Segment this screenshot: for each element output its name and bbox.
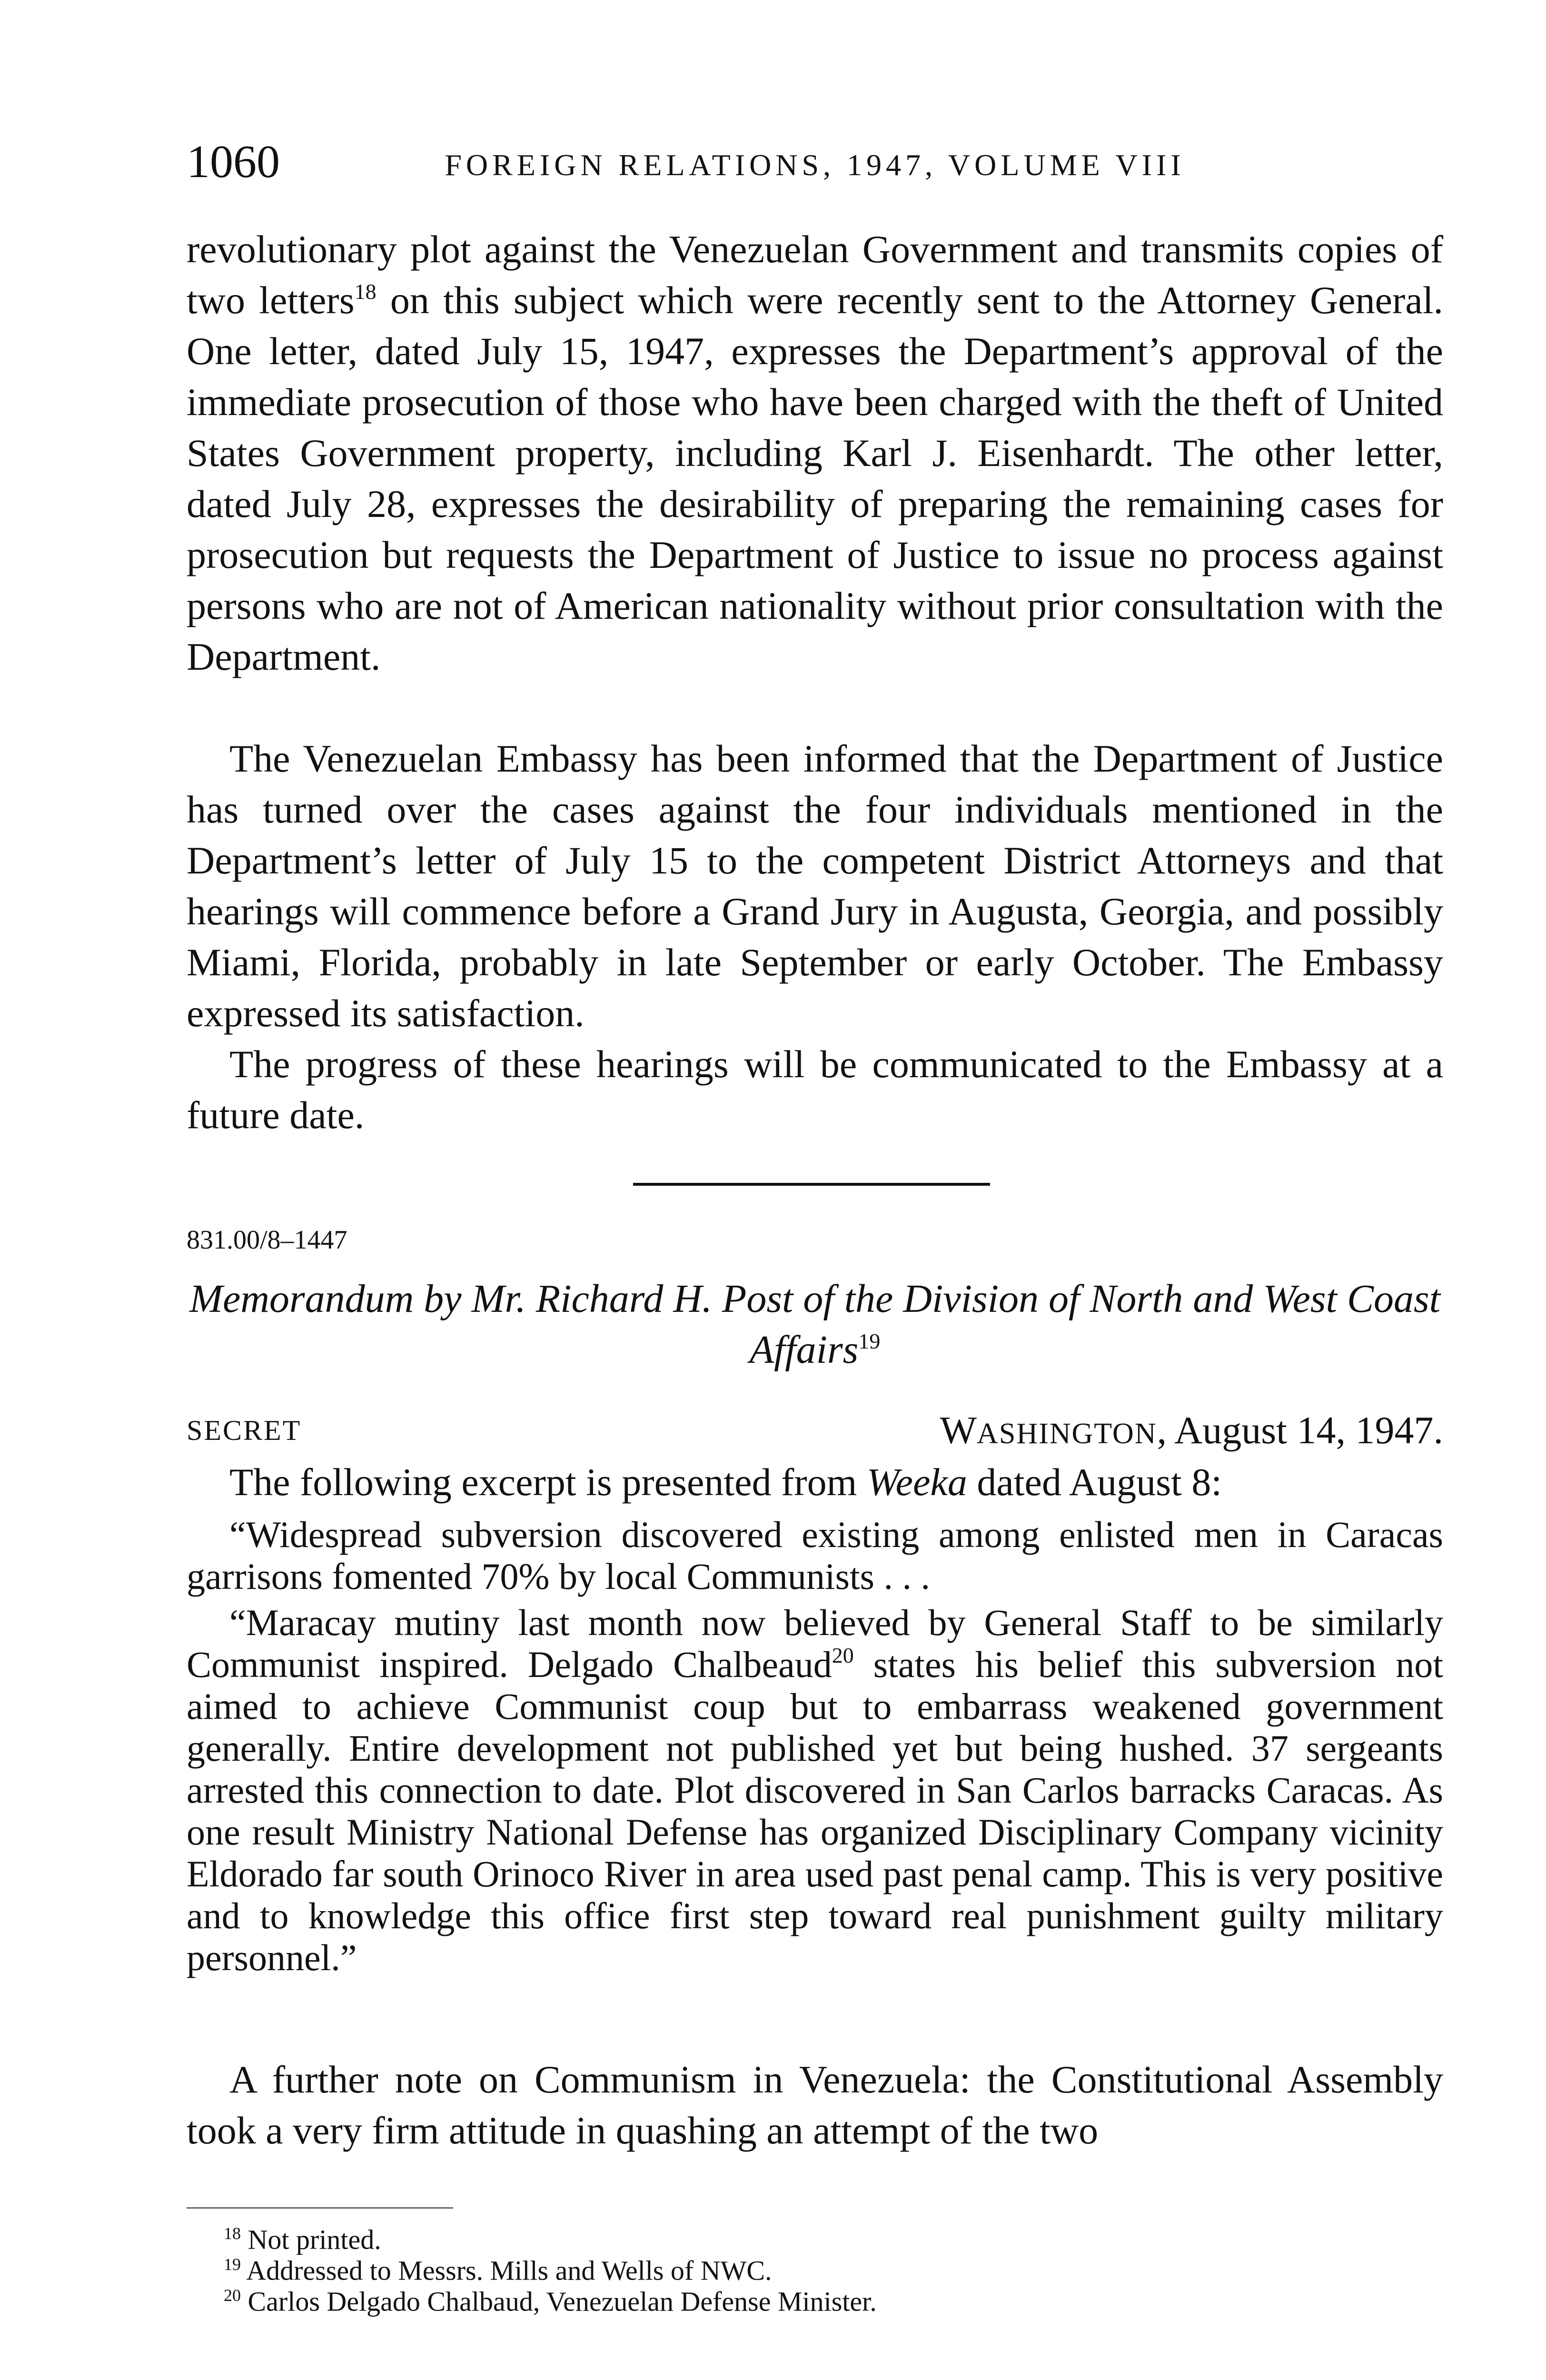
footnote-number: 20 [224,2286,241,2305]
paragraph-text: revolutionary plot against the Venezuelan Government and transmits copies of two letters [187,228,1443,322]
quote-text: “Maracay mutiny last month now believed by General Staff to be similarly Communist inspired. Delgado Chalbeaud [187,1602,1443,1685]
footnote-text: Not printed. [241,2224,381,2255]
closing-paragraph: A further note on Communism in Venezuela: the Constitutional Assembly took a very firm attitude in quashing an attempt of the two [187,2058,1443,2152]
intro-text: dated August 8: [967,1460,1222,1504]
source-name: Weeka [866,1460,967,1504]
footnote-ref-20[interactable]: 20 [832,1643,854,1667]
date: , August 14, 1947. [1157,1408,1443,1452]
footnote-20 [224,2280,877,2317]
place-initial: W [940,1408,977,1452]
classification-label: SECRET [187,1415,302,1446]
footnote-ref-18[interactable]: 18 [354,279,377,304]
footnote-number: 19 [224,2255,241,2274]
paragraph-text: on this subject which were recently sent to the Attorney General. One letter, dated July 15, 1947, expresses the Department’s approval of the immediate prosecution of those who have been charged with the theft of United States Government property, including Karl J. Eisenhardt. The other letter, dated July 28, expresses the desirability of preparing the remaining cases for prosecution but requests the Department of Justice to issue no process against persons who are not of American nationality without prior consultation with the Department. [187,278,1444,678]
file-number: 831.00/8–1447 [187,1225,347,1255]
footnote-divider [187,2207,453,2209]
footnote-text: Addressed to Messrs. Mills and Wells of NWC. [241,2255,772,2286]
footnote-ref-19[interactable]: 19 [858,1329,881,1353]
quote-text: “Widespread subversion discovered existing among enlisted men in Caracas garrisons fomented 70% by local Communists . . . [187,1514,1443,1597]
quote-paragraph-1 [187,1514,1443,1597]
page-number: 1060 [187,136,280,188]
place-name: ASHINGTON [977,1418,1157,1450]
document-title-text: Memorandum by Mr. Richard H. Post of the Division of North and West Coast Affairs [189,1277,1441,1372]
paragraph-continuation [187,224,1443,682]
footnote-number: 18 [224,2224,241,2243]
quote-paragraph-2 [187,1602,1443,1979]
intro-text: The following excerpt is presented from [229,1460,867,1504]
footnote-text: Carlos Delgado Chalbaud, Venezuelan Defense Minister. [241,2286,877,2317]
document-title [187,1273,1443,1375]
running-head: FOREIGN RELATIONS, 1947, VOLUME VIII [445,148,1185,182]
quote-text: states his belief this subversion not aimed to achieve Communist coup but to embarrass weakened government generally. Entire development not published yet but being hushed. 37 sergeants arrested this connection to date. Plot discovered in San Carlos barracks Caracas. As one result Ministry National Defense has organized Disciplinary Company vicinity Eldorado far south Orinoco River in area used past penal camp. This is very positive and to knowledge this office first step toward real punishment guilty military personnel.” [187,1644,1444,1978]
paragraph-embassy: The Venezuelan Embassy has been informed that the Department of Justice has turned over the cases against the four individuals mentioned in the Department’s letter of July 15 to the competent District Attorneys and that hearings will commence before a Grand Jury in Augusta, Georgia, and possibly Miami, Florida, probably in late September or early October. The Embassy expressed its satisfaction. [187,737,1443,1035]
page-header [187,136,1443,188]
section-divider [633,1183,990,1186]
excerpt-intro [187,1457,1443,1507]
dateline [940,1407,1443,1458]
paragraph-progress: The progress of these hearings will be communicated to the Embassy at a future date. [187,1042,1443,1137]
